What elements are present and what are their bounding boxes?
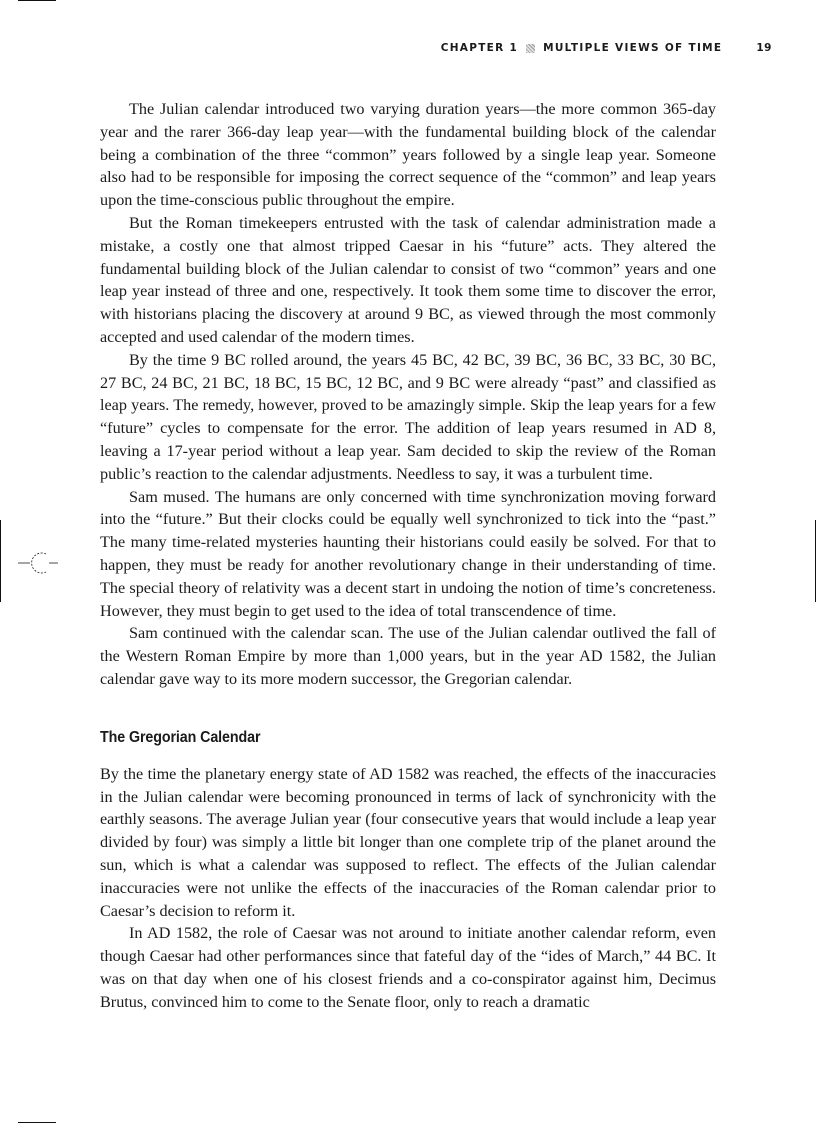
paragraph: In AD 1582, the role of Caesar was not around to initiate another calendar reform, even though Caesar had other performances since that fateful day of the “ides of March,” 44 BC. It was on that day when one of his closest friends and a co-conspirator against him, Decimus Brutus, convinced him to come to the Senate floor, only to reach a dramatic bbox=[100, 924, 716, 1011]
body-text bbox=[100, 98, 716, 1013]
chapter-title: MULTIPLE VIEWS OF TIME bbox=[543, 42, 723, 54]
paragraph: By the time 9 BC rolled around, the years 45 BC, 42 BC, 39 BC, 36 BC, 33 BC, 30 BC, 27 BC, 24 BC, 21 BC, 18 BC, 15 BC, 12 BC, and 9 BC were already “past” and classified as leap years. The remedy, however, proved to be amazingly simple. Skip the leap years for a few “future” cycles to compensate for the error. The addition of leap years resumed in AD 8, leaving a 17-year period without a leap year. Sam decided to skip the review of the Roman public’s reaction to the calendar adjustments. Needless to say, it was a turbulent time. bbox=[100, 350, 716, 483]
trim-line-left bbox=[0, 520, 1, 602]
running-header bbox=[441, 42, 772, 54]
header-separator-icon bbox=[526, 44, 535, 53]
registration-mark-icon bbox=[18, 549, 58, 577]
section-heading: The Gregorian Calendar bbox=[100, 728, 261, 746]
page-number: 19 bbox=[756, 42, 772, 54]
paragraph: Sam mused. The humans are only concerned with time synchronization moving forward into the “future.” But their clocks could be equally well synchronized to tick into the “past.” The many time-related mysteries haunting their historians could easily be solved. For that to happen, they must be ready for another revolutionary change in their understanding of time. The special theory of relativity was a decent start in undoing the notion of time’s concreteness. However, they must begin to get used to the idea of total transcendence of time. bbox=[100, 487, 716, 620]
paragraph: But the Roman timekeepers entrusted with the task of calendar administration made a mistake, a costly one that almost tripped Caesar in his “future” acts. They altered the fundamental building block of the Julian calendar to consist of two “common” years and one leap year instead of three and one, respectively. It took them some time to discover the error, with historians placing the discovery at around 9 BC, as viewed through the most commonly accepted and used calendar of the modern times. bbox=[100, 213, 716, 346]
crop-mark-top bbox=[18, 0, 56, 1]
paragraph: The Julian calendar introduced two varying duration years—the more common 365-day year and the rarer 366-day leap year—with the fundamental building block of the calendar being a combination of the three “common” years followed by a single leap year. Someone also had to be responsible for imposing the correct sequence of the “common” and leap years upon the time-conscious public throughout the empire. bbox=[100, 100, 716, 210]
paragraph: Sam continued with the calendar scan. The use of the Julian calendar outlived the fall of the Western Roman Empire by more than 1,000 years, but in the year AD 1582, the Julian calendar gave way to its more modern successor, the Gregorian calendar. bbox=[100, 624, 716, 688]
paragraph: By the time the planetary energy state of AD 1582 was reached, the effects of the inaccuracies in the Julian calendar were becoming pronounced in terms of lack of synchronicity with the earthly seasons. The average Julian year (four consecutive years that would include a leap year divided by four) was simply a little bit longer than one complete trip of the planet around the sun, which is what a calendar was supposed to reflect. The effects of the Julian calendar inaccuracies were not unlike the effects of the inaccuracies of the Roman calendar prior to Caesar’s decision to reform it. bbox=[100, 764, 716, 920]
chapter-label: CHAPTER 1 bbox=[440, 42, 519, 54]
